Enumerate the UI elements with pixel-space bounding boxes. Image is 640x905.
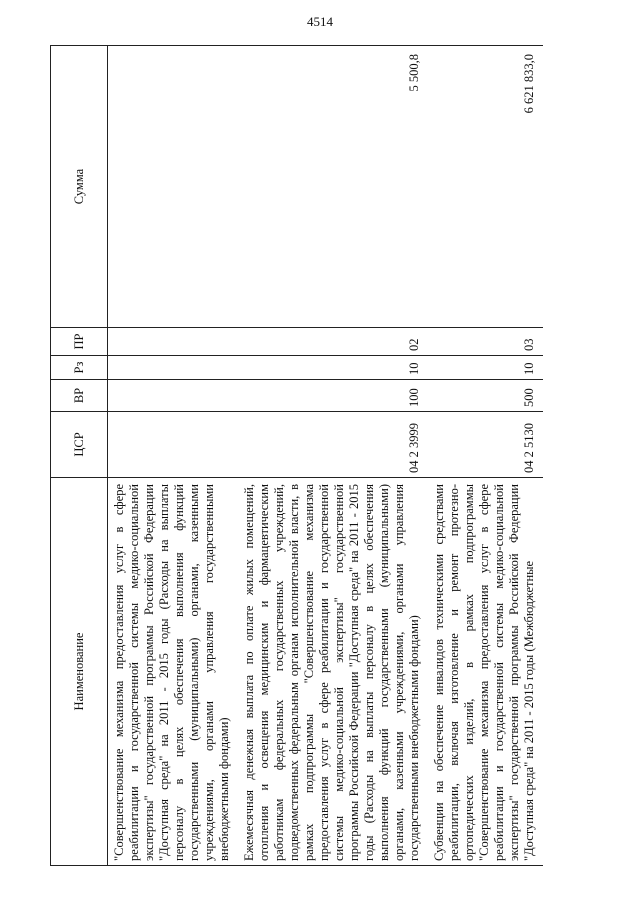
rotated-page-content bbox=[50, 46, 610, 866]
table-row bbox=[238, 46, 428, 866]
row-sum bbox=[108, 46, 239, 328]
budget-table bbox=[50, 45, 543, 866]
header-pr: ПР bbox=[51, 328, 108, 356]
header-row bbox=[51, 46, 108, 866]
header-vr: ВР bbox=[51, 380, 108, 412]
row-name: Субвенции на обеспечение инвалидов техническими средствами реабилитации, включая изготовление и ремонт протезно-ортопедических изделий, в рамках подпрограммы "Совершенствование механизма предоставления услуг в сфере реабилитации и государственной системы медико-социальной экспертизы" государственной программы Российской Федерации "Доступная среда" на 2011 - 2015 годы (Межбюджетные bbox=[428, 478, 543, 866]
row-rz: 10 bbox=[238, 356, 428, 380]
row-name: "Совершенствование механизма предоставления услуг в сфере реабилитации и государственной системы медико-социальной экспертизы" государственной программы Российской Федерации "Доступная среда" на 2011 - 2015 годы (Расходы на выплаты персоналу в целях обеспечения выполнения функций государственными (муниципальными) органами, казенными учреждениями, органами управления государственными внебюджетными фондами) bbox=[108, 478, 239, 866]
header-csr: ЦСР bbox=[51, 412, 108, 478]
row-csr: 04 2 3999 bbox=[238, 412, 428, 478]
row-vr: 500 bbox=[428, 380, 543, 412]
row-pr bbox=[108, 328, 239, 356]
header-name: Наименование bbox=[51, 478, 108, 866]
table-row bbox=[428, 46, 543, 866]
row-pr: 02 bbox=[238, 328, 428, 356]
row-sum: 6 621 833,0 bbox=[428, 46, 543, 328]
row-sum: 5 500,8 bbox=[238, 46, 428, 328]
table-body bbox=[108, 46, 544, 866]
header-rz: Рз bbox=[51, 356, 108, 380]
row-pr: 03 bbox=[428, 328, 543, 356]
page-number: 4514 bbox=[307, 14, 333, 29]
header-sum: Сумма bbox=[51, 46, 108, 328]
row-rz bbox=[108, 356, 239, 380]
row-csr: 04 2 5130 bbox=[428, 412, 543, 478]
row-csr bbox=[108, 412, 239, 478]
table-row bbox=[108, 46, 239, 866]
row-name: Ежемесячная денежная выплата по оплате жилых помещений, отопления и освещения медицинским и фармацевтическим работникам федеральных государственных учреждений, подведомственных федеральным органам исполнительной власти, в рамках подпрограммы "Совершенствование механизма предоставления услуг в сфере реабилитации и государственной системы медико-социальной экспертизы" государственной программы Российской Федерации "Доступная среда" на 2011 - 2015 годы (Расходы на выплаты персоналу в целях обеспечения выполнения функций государственными (муниципальными) органами, казенными учреждениями, органами управления государственными внебюджетными фондами) bbox=[238, 478, 428, 866]
table-header bbox=[51, 46, 108, 866]
row-vr bbox=[108, 380, 239, 412]
row-rz: 10 bbox=[428, 356, 543, 380]
row-vr: 100 bbox=[238, 380, 428, 412]
